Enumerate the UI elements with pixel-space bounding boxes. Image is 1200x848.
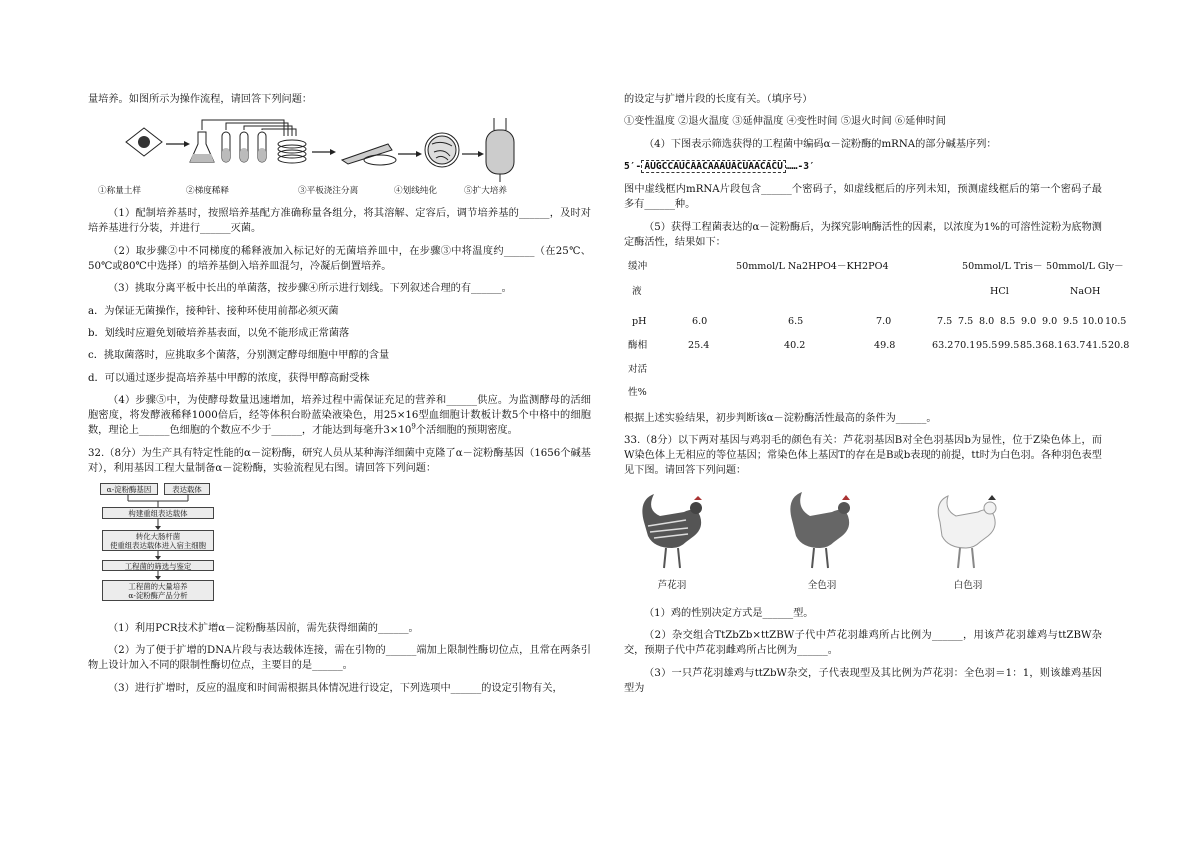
streak-plate-icon <box>425 133 459 167</box>
flow-label-5: ⑤扩大培养 <box>464 186 507 197</box>
white-chicken <box>920 486 1016 596</box>
q32-intro: 32.（8分）为生产具有特定性能的α－淀粉酶，研究人员从某种海洋细菌中克隆了α－淀粉酶基因（1656个碱基对），利用基因工程大量制备α－淀粉酶，实验流程见右图。请回答下列问题： <box>88 447 591 474</box>
flow-label-2: ②梯度稀释 <box>186 186 229 197</box>
flow-label-4: ④划线纯化 <box>394 186 437 197</box>
petri-plates-icon <box>278 140 306 163</box>
q32-part3: （3）进行扩增时，反应的温度和时间需根据具体情况进行设定，下列选项中______的设定引物有关， <box>108 682 563 694</box>
full-color-chicken <box>774 486 870 596</box>
chicken-phenotypes-figure <box>624 486 1102 598</box>
table-buffer-3a: 50mmol/L Gly－ <box>1046 260 1124 272</box>
fc-box-transform: 转化大肠杆菌 使重组表达载体进入宿主细胞 <box>102 530 214 551</box>
white-label: 白色羽 <box>953 579 983 591</box>
table-buffer-3b: NaOH <box>1070 285 1101 297</box>
fermenter-icon <box>486 118 514 182</box>
q31-option-a: a．为保证无菌操作，接种针、接种环使用前都必须灭菌 <box>88 305 339 317</box>
right-column <box>624 92 1130 703</box>
q32-part4: （4）下图表示筛选获得的工程菌中编码α－淀粉酶的mRNA的部分碱基序列： <box>644 138 997 150</box>
q31-option-d: d．可以通过逐步提高培养基中甲醇的浓度，获得甲醇高耐受株 <box>88 372 370 384</box>
pouring-plate-icon <box>342 144 396 165</box>
table-buffer-1: 50mmol/L Na2HPO4－KH2PO4 <box>736 260 889 272</box>
q31-part4: （4）步骤⑤中，为使酵母数量迅速增加，培养过程中需保证充足的营养和______供应。为监测酵母的活细胞密度，将发酵液稀释1000倍后，经等体积台盼蓝染液染色，用25×16型血细胞计数板计数5个中格中的细胞数，理论上______色细胞的个数应不少于______，才能达到每毫升$3\times 10^9$个活细胞的预期密度。 <box>88 395 591 437</box>
q32-part1: （1）利用PCR技术扩增α－淀粉酶基因前，需先获得细菌的______。 <box>108 622 419 634</box>
fc-box-screen: 工程菌的筛选与鉴定 <box>102 560 214 571</box>
culture-flow-figure <box>98 114 518 202</box>
q32-part5-end: 根据上述实验结果，初步判断该α－淀粉酶活性最高的条件为______。 <box>624 412 937 424</box>
q33-part2: （2）杂交组合TtZbZb×ttZBW子代中芦花羽雄鸡所占比例为______，用该芦花羽雄鸡与ttZBW杂交，预期子代中芦花羽雌鸡所占比例为______。 <box>624 630 1102 657</box>
enzyme-activity-table: 缓冲 液 50mmol/L Na2HPO4－KH2PO4 50mmol/L Tris－ HCl 50mmol/L Gly－ NaOH pH 6.0 6.5 7.0 7.5 7.5 8.0 8.5 9.0 9.0 9.5 10.0 10.5 酶相 对活 性% 25.4 40.2 49.8 63.2 70.1 95.5 99.5 85.3 68.1 63.7 41.5 20.8 <box>628 260 1130 398</box>
test-tubes-icon <box>222 132 266 162</box>
q33-part3: （3）一只芦花羽雄鸡与ttZbW杂交，子代表现型及其比例为芦花羽：全色羽＝1：1，则该雄鸡基因型为 <box>624 667 1102 694</box>
barred-rooster-icon <box>624 486 720 576</box>
white-rooster-icon <box>920 486 1016 576</box>
barred-label: 芦花羽 <box>657 579 687 591</box>
table-buffer-label-a: 缓冲 <box>628 260 648 272</box>
flow-diagram <box>98 114 518 184</box>
table-activity-label-c: 性% <box>628 386 647 398</box>
table-activity-label-a: 酶相 <box>628 339 648 351</box>
q33-part1: （1）鸡的性别决定方式是______型。 <box>644 607 814 619</box>
fc-box-culture: 工程菌的大量培养 α-淀粉酶产品分析 <box>102 580 214 601</box>
fc-box-vector: 表达载体 <box>164 483 210 495</box>
table-buffer-2b: HCl <box>990 285 1009 297</box>
fc-box-gene: α-淀粉酶基因 <box>100 483 158 495</box>
barred-chicken <box>624 486 720 596</box>
q32-step-options: ①变性温度 ②退火温度 ③延伸温度 ④变性时间 ⑤退火时间 ⑥延伸时间 <box>624 116 946 128</box>
mrna-sequence: 5′- AUGCCAUCAACAAAUACUAACACU ……-3′ <box>624 161 815 173</box>
flow-label-3: ③平板浇注分离 <box>298 186 359 197</box>
genetic-engineering-flowchart <box>98 483 298 615</box>
table-ph-label: pH <box>632 315 647 327</box>
q31-option-c: c．挑取菌落时，应挑取多个菌落，分别测定酵母细胞中甲醇的含量 <box>88 350 390 362</box>
q31-intro: 量培养。如图所示为操作流程，请回答下列问题： <box>88 94 313 105</box>
full-color-label: 全色羽 <box>807 579 837 591</box>
table-buffer-label-b: 液 <box>632 285 642 297</box>
q31-part1: （1）配制培养基时，按照培养基配方准确称量各组分，将其溶解、定容后，调节培养基的______，及时对培养基进行分装，并进行______灭菌。 <box>88 208 591 235</box>
q32-part3-cont: 的设定与扩增片段的长度有关。（填序号） <box>624 94 813 105</box>
table-buffer-2a: 50mmol/L Tris－ <box>962 260 1043 272</box>
q33-intro: 33.（8分）以下两对基因与鸡羽毛的颜色有关：芦花羽基因B对全色羽基因b为显性，位于Z染色体上，而W染色体上无相应的等位基因；常染色体上基因T的存在是B或b表现的前提，tt时为白色羽。各种羽色表型见下图。请回答下列问题： <box>624 435 1102 477</box>
full-color-rooster-icon <box>774 486 870 576</box>
mrna-sequence-box: AUGCCAUCAACAAAUACUAACACU <box>641 160 786 173</box>
flow-label-1: ①称量土样 <box>98 186 141 197</box>
q31-part2: （2）取步骤②中不同梯度的稀释液加入标记好的无菌培养皿中，在步骤③中将温度约______（在25℃、50℃或80℃中选择）的培养基倒入培养皿混匀，冷凝后倒置培养。 <box>88 245 591 272</box>
soil-sample-icon <box>126 128 162 156</box>
q32-part4-text: 图中虚线框内mRNA片段包含______个密码子，如虚线框后的序列未知，预测虚线框后的第一个密码子最多有______种。 <box>624 184 1102 211</box>
q32-part5: （5）获得工程菌表达的α－淀粉酶后，为探究影响酶活性的因素，以浓度为1%的可溶性淀粉为底物测定酶活性，结果如下： <box>624 221 1102 248</box>
q31-option-b: b．划线时应避免划破培养基表面，以免不能形成正常菌落 <box>88 327 350 339</box>
flask-icon <box>190 132 214 162</box>
fc-box-construct: 构建重组表达载体 <box>102 507 214 519</box>
q32-part2: （2）为了便于扩增的DNA片段与表达载体连接，需在引物的______端加上限制性酶切位点，且常在两条引物上设计加入不同的限制性酶切位点，主要目的是______。 <box>88 645 591 672</box>
q31-part3: （3）挑取分离平板中长出的单菌落，按步骤④所示进行划线。下列叙述合理的有______。 <box>108 283 512 295</box>
left-column <box>88 92 591 703</box>
table-activity-label-b: 对活 <box>628 363 648 375</box>
